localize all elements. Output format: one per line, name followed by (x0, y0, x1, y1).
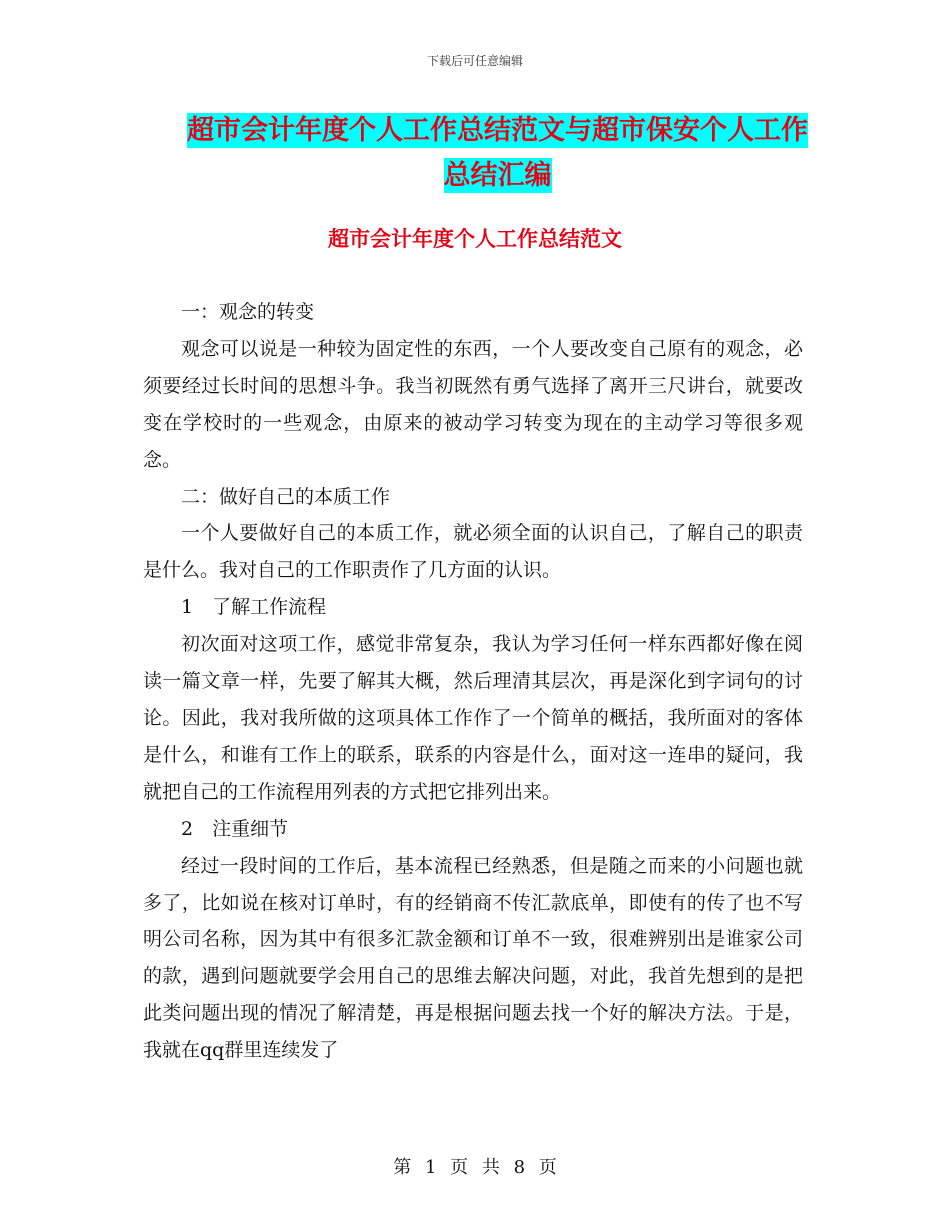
paragraph-details: 经过一段时间的工作后，基本流程已经熟悉，但是随之而来的小问题也就多了，比如说在核对订单时，有的经销商不传汇款底单，即使有的传了也不写明公司名称，因为其中有很多汇款金额和订单不一致，很难辨别出是谁家公司的款，遇到问题就要学会用自己的思维去解决问题，对此，我首先想到的是把此类问题出现的情况了解清楚，再是根据问题去找一个好的解决方法。于是，我就在qq群里连续发了 (143, 854, 803, 1062)
heading-core-work: 二：做好自己的本质工作 (181, 485, 391, 508)
heading-concept-change: 一：观念的转变 (181, 301, 315, 323)
page-number: 第 1 页 共 8 页 (393, 1157, 557, 1178)
page-header-note: 下载后可任意编辑 (426, 54, 523, 68)
paragraph-concept-change: 观念可以说是一种较为固定性的东西，一个人要改变自己原有的观念，必须要经过长时间的思想斗争。我当初既然有勇气选择了离开三尺讲台，就要改变在学校时的一些观念，由原来的被动学习转变为现在的主动学习等很多观念。 (143, 337, 803, 471)
section-title: 超市会计年度个人工作总结范文 (328, 226, 622, 251)
paragraph-core-work: 一个人要做好自己的本质工作，就必须全面的认识自己，了解自己的职责是什么。我对自己的工作职责作了几方面的认识。 (143, 522, 803, 582)
heading-workflow: 1 了解工作流程 (181, 596, 327, 619)
document-title (140, 108, 855, 198)
document-title-line-1: 超市会计年度个人工作总结范文与超市保安个人工作 (187, 115, 808, 146)
document-body (143, 294, 803, 1069)
heading-details: 2 注重细节 (181, 817, 289, 840)
paragraph-workflow: 初次面对这项工作，感觉非常复杂，我认为学习任何一样东西都好像在阅读一篇文章一样，先要了解其大概，然后理清其层次，再是深化到字词句的讨论。因此，我对我所做的这项具体工作作了一个简单的概括，我所面对的客体是什么，和谁有工作上的联系，联系的内容是什么，面对这一连串的疑问，我就把自己的工作流程用列表的方式把它排列出来。 (143, 633, 803, 803)
document-title-line-2: 总结汇编 (443, 160, 552, 191)
